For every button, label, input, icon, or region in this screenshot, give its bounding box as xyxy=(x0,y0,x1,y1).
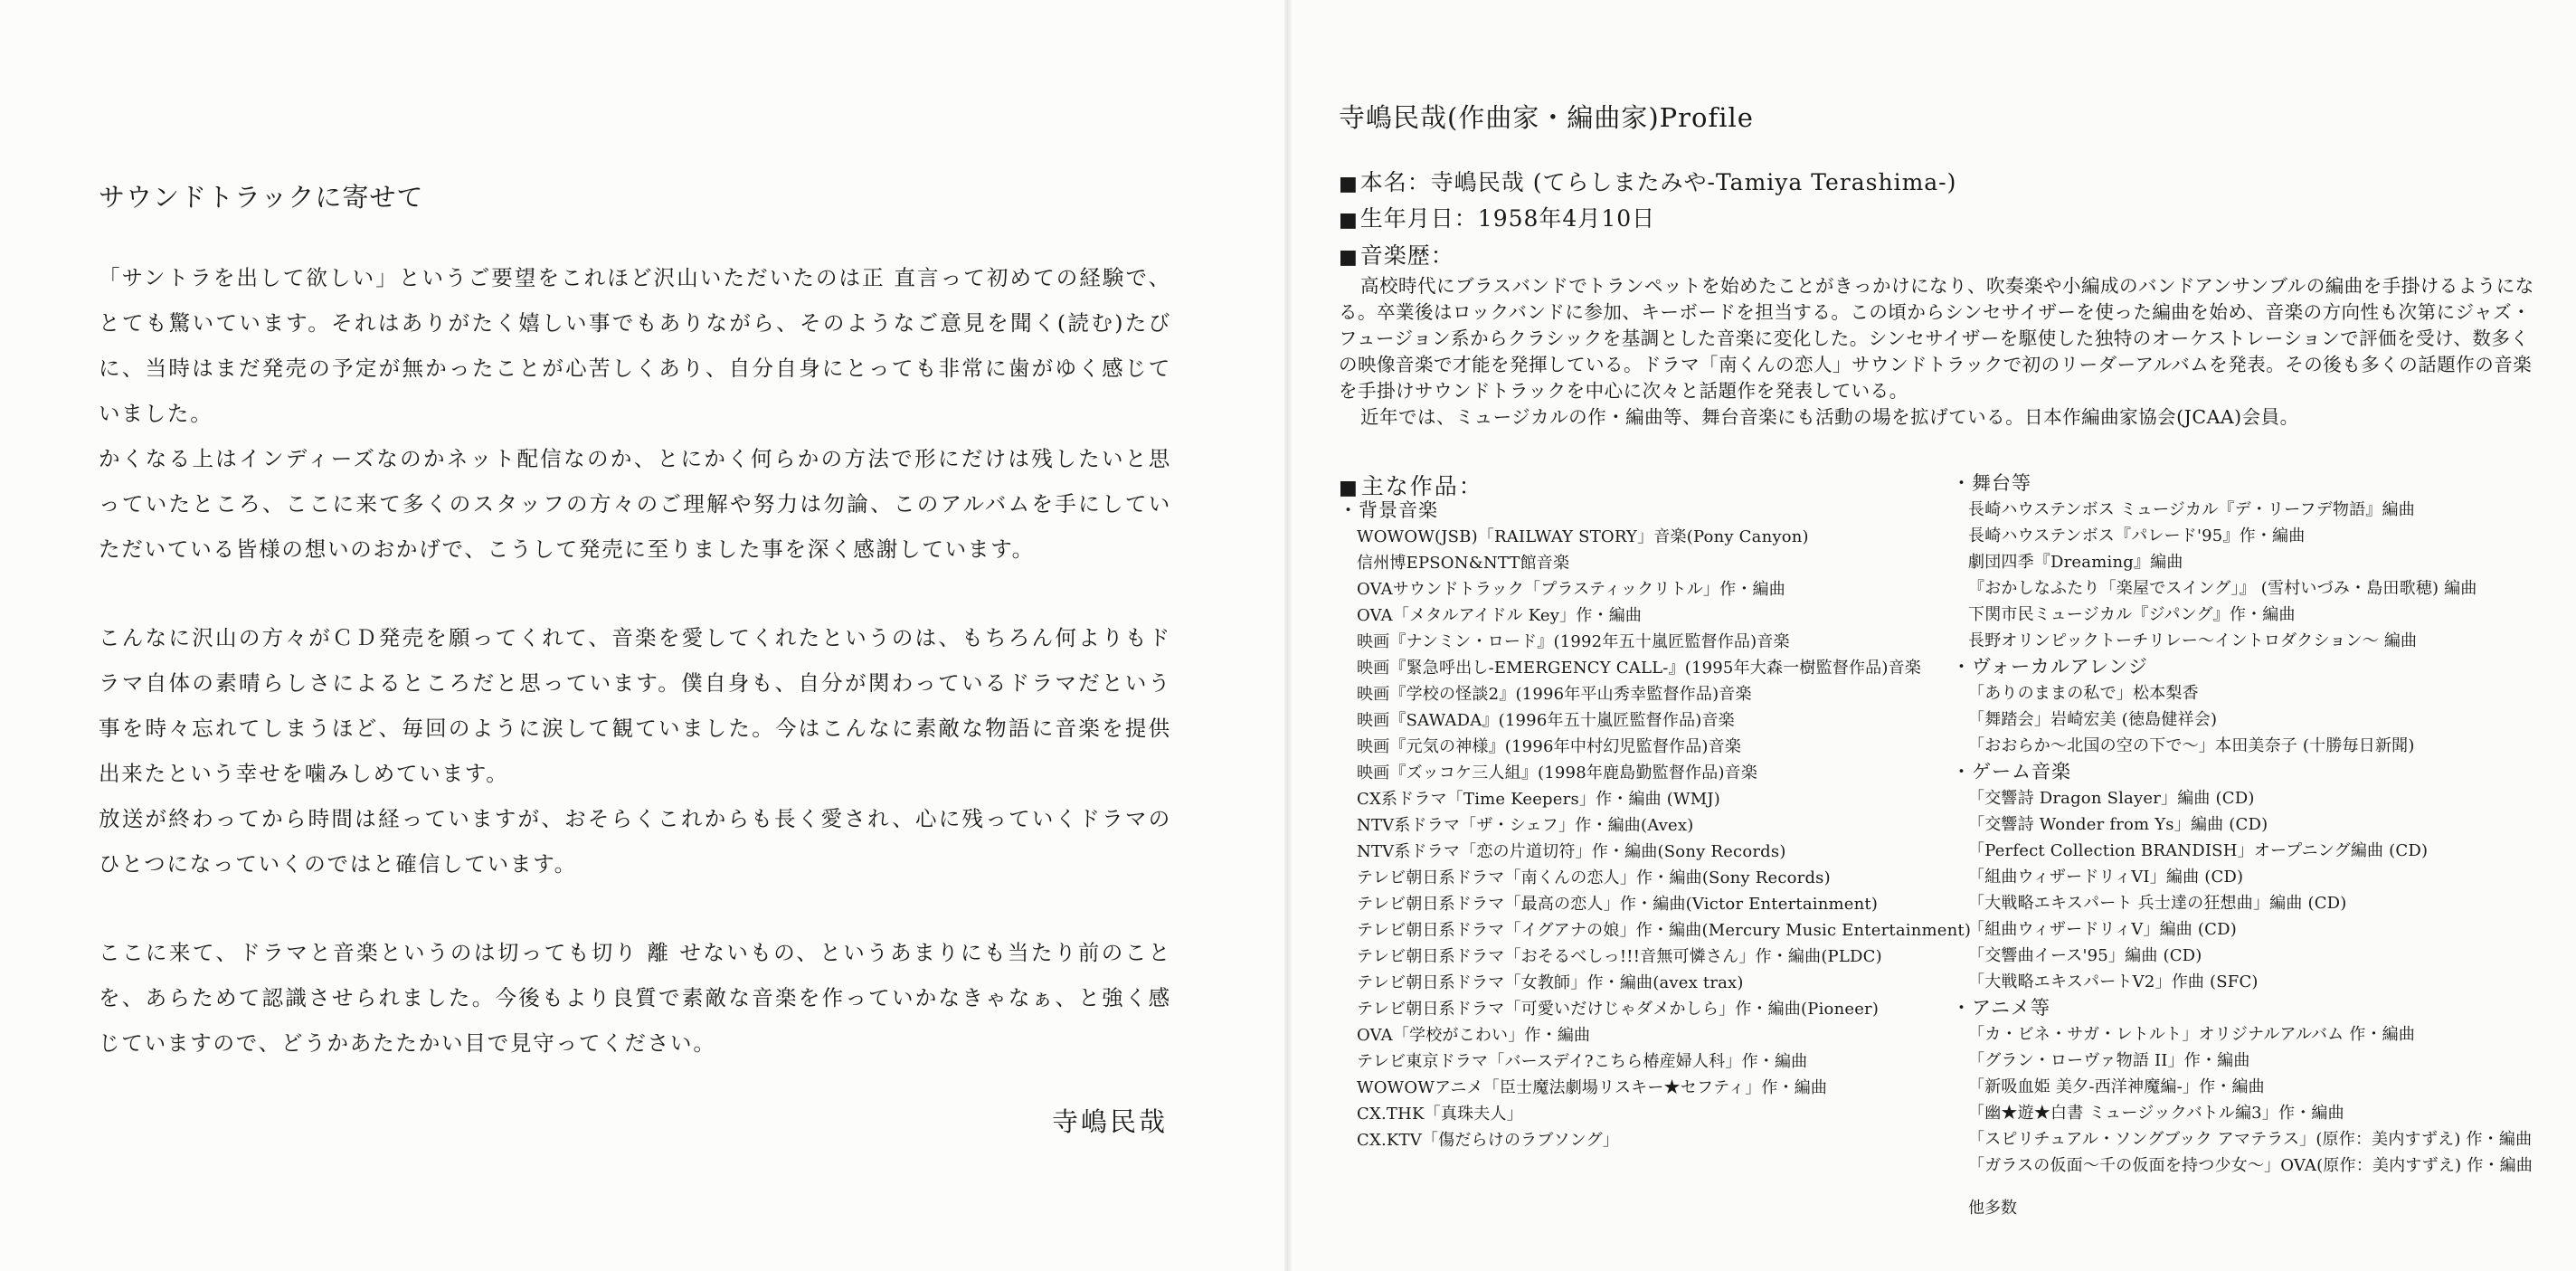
works-list-item: 「幽★遊★白書 ミュージックバトル編3」作・編曲 xyxy=(1968,1104,2344,1123)
career-text xyxy=(1339,273,2542,431)
works-list-item: 下関市民ミュージカル『ジパング』作・編曲 xyxy=(1968,605,2296,624)
works-etc: 他多数 xyxy=(1968,1199,2017,1218)
signature: 寺嶋民哉 xyxy=(1051,1106,1168,1137)
works-list-item: 『おかしなふたり「楽屋でスイング」』 (雪村いづみ・島田歌穂) 編曲 xyxy=(1968,579,2477,598)
works-list-item: 「大戦略エキスパート 兵士達の狂想曲」編曲 (CD) xyxy=(1968,894,2347,913)
birth-date: 生年月日：1958年4月10日 xyxy=(1359,205,1656,232)
career-paragraph-2: 近年では、ミュージカルの作・編曲等、舞台音楽にも活動の場を拡げている。日本作編曲家協会(JCAA)会員。 xyxy=(1360,406,2299,428)
works-heading xyxy=(1339,469,1483,501)
works-category: ・ゲーム音楽 xyxy=(1952,761,2071,783)
works-list-item: 「Perfect Collection BRANDISH」オープニング編曲 (CD) xyxy=(1968,841,2429,860)
works-list-item: 「グラン・ローヴァ物語 II」作・編曲 xyxy=(1968,1051,2250,1070)
square-bullet-icon: ■ xyxy=(1339,209,1359,232)
works-category: ・舞台等 xyxy=(1952,472,2031,494)
works-list-item: テレビ朝日系ドラマ「イグアナの娘」作・編曲(Mercury Music Entertainment) xyxy=(1357,921,1972,940)
essay-title: サウンドトラックに寄せて xyxy=(99,182,424,213)
works-list-item: 「おおらか～北国の空の下で～」本田美奈子 (十勝毎日新聞) xyxy=(1968,736,2415,755)
works-list-item: 「大戦略エキスパートV2」作曲 (SFC) xyxy=(1968,972,2259,991)
works-list-item: OVAサウンドトラック「プラスティックリトル」作・編曲 xyxy=(1357,580,1785,599)
works-list-item: 「スピリチュアル・ソングブック アマテラス」(原作：美内すずえ) 作・編曲 xyxy=(1968,1130,2533,1149)
works-list-item: CX.THK「真珠夫人」 xyxy=(1357,1105,1523,1124)
works-list-item: 「交響詩 Wonder from Ys」編曲 (CD) xyxy=(1968,815,2268,834)
career-heading xyxy=(1339,238,1454,270)
works-list-item: OVA「学校がこわい」作・編曲 xyxy=(1357,1026,1591,1045)
works-left-column xyxy=(1339,498,1972,1153)
works-list-item: 「ガラスの仮面～千の仮面を持つ少女～」OVA(原作：美内すずえ) 作・編曲 xyxy=(1968,1156,2533,1175)
essay-paragraph-3: こんなに沢山の方々がＣＤ発売を願ってくれて、音楽を愛してくれたというのは、もちろん何よりもドラマ自体の素晴らしさによるところだと思っています。僕自身も、自分が関わっているドラマだという事を時々忘れてしまうほど、毎回のように涙して観ていました。今はこんなに素敵な物語に音楽を提供出来たという幸せを噛みしめています。 xyxy=(99,625,1171,786)
real-name-line xyxy=(1339,165,1956,197)
profile-title: 寺嶋民哉(作曲家・編曲家)Profile xyxy=(1339,102,1754,133)
works-list-item: NTV系ドラマ「ザ・シェフ」作・編曲(Avex) xyxy=(1357,816,1694,835)
works-list-item: テレビ朝日系ドラマ「南くんの恋人」作・編曲(Sony Records) xyxy=(1357,868,1831,887)
works-list-item: CX.KTV「傷だらけのラブソング」 xyxy=(1357,1131,1619,1150)
works-list-item: CX系ドラマ「Time Keepers」作・編曲 (WMJ) xyxy=(1357,790,1720,809)
works-list-item: WOWOWアニメ「臣士魔法劇場リスキー★セフティ」作・編曲 xyxy=(1357,1078,1828,1097)
works-list-item: 「ありのままの私で」松本梨香 xyxy=(1968,684,2199,703)
square-bullet-icon: ■ xyxy=(1339,173,1359,195)
works-category: ・アニメ等 xyxy=(1952,997,2050,1019)
works-list-item: 映画『学校の怪談2』(1996年平山秀幸監督作品)音楽 xyxy=(1357,685,1752,704)
works-list-item: 映画『ズッコケ三人組』(1998年鹿島勤監督作品)音楽 xyxy=(1357,764,1758,783)
works-list-item: 「新吸血姫 美夕-西洋神魔編-」作・編曲 xyxy=(1968,1077,2265,1096)
works-category: ・背景音楽 xyxy=(1339,499,1438,521)
works-list-item: 「組曲ウィザードリィV」編曲 (CD) xyxy=(1968,920,2237,939)
square-bullet-icon: ■ xyxy=(1339,477,1359,499)
works-list-item: 映画『元気の神様』(1996年中村幻児監督作品)音楽 xyxy=(1357,737,1742,756)
square-bullet-icon: ■ xyxy=(1339,246,1359,269)
works-list-item: 映画『緊急呼出し-EMERGENCY CALL-』(1995年大森一樹監督作品)音楽 xyxy=(1357,659,1922,678)
career-paragraph-1: 高校時代にブラスバンドでトランペットを始めたことがきっかけになり、吹奏楽や小編成のバンドアンサンブルの編曲を手掛けるようになる。卒業後はロックバンドに参加、キーボードを担当する。この頃からシンセサイザーを使った編曲を始め、音楽の方向性も次第にジャズ・フュージョン系からクラシックを基調とした音楽に変化した。シンセサイザーを駆使した独特のオーケストレーションで評価を受け、数多くの映像音楽で才能を発揮している。ドラマ「南くんの恋人」サウンドトラックで初のリーダーアルバムを発表。その後も多くの話題作の音楽を手掛けサウンドトラックを中心に次々と話題作を発表している。 xyxy=(1339,275,2534,402)
works-list-item: 「交響詩 Dragon Slayer」編曲 (CD) xyxy=(1968,789,2255,808)
works-right-column xyxy=(1952,470,2558,1219)
works-list-item: 「カ・ビネ・サガ・レトルト」オリジナルアルバム 作・編曲 xyxy=(1968,1025,2416,1044)
works-list-item: 長崎ハウステンボス ミュージカル『デ・リーフデ物語』編曲 xyxy=(1968,500,2415,519)
birth-line xyxy=(1339,201,1655,233)
works-list-item: 長崎ハウステンボス『パレード'95』作・編曲 xyxy=(1968,526,2306,545)
works-list-item: テレビ朝日系ドラマ「おそるべしっ!!!音無可憐さん」作・編曲(PLDC) xyxy=(1357,947,1882,966)
works-list-item: テレビ朝日系ドラマ「女教師」作・編曲(avex trax) xyxy=(1357,973,1744,992)
works-list-item: テレビ朝日系ドラマ「可愛いだけじゃダメかしら」作・編曲(Pioneer) xyxy=(1357,1000,1880,1019)
real-name: 本名：寺嶋民哉 (てらしまたみや-Tamiya Terashima-) xyxy=(1359,169,1957,195)
essay-paragraph-4: 放送が終わってから時間は経っていますが、おそらくこれからも長く愛され、心に残っていくドラマのひとつになっていくのではと確信しています。 xyxy=(99,806,1171,877)
works-list-item: 劇団四季『Dreaming』編曲 xyxy=(1968,553,2183,572)
works-list-item: 映画『SAWADA』(1996年五十嵐匠監督作品)音楽 xyxy=(1357,711,1735,730)
works-label: 主な作品： xyxy=(1360,473,1483,499)
works-list-item: 「組曲ウィザードリィVI」編曲 (CD) xyxy=(1968,868,2244,887)
essay-paragraph-5: ここに来て、ドラマと音楽というのは切っても切り 離 せないもの、というあまりにも当たり前のことを、あらためて認識させられました。今後もより良質で素敵な音楽を作っていかなきゃなぁ、と強く感じていますので、どうかあたたかい目で見守ってください。 xyxy=(99,940,1171,1056)
career-label: 音楽歴： xyxy=(1359,242,1454,269)
works-category: ・ヴォーカルアレンジ xyxy=(1952,656,2148,678)
works-list-item: NTV系ドラマ「恋の片道切符」作・編曲(Sony Records) xyxy=(1357,842,1786,861)
works-list-item: WOWOW(JSB)「RAILWAY STORY」音楽(Pony Canyon) xyxy=(1357,527,1809,546)
essay-paragraph-1: 「サントラを出して欲しい」というご要望をこれほど沢山いただいたのは正 直言って初めての経験で、とても驚いています。それはありがたく嬉しい事でもありながら、そのようなご意見を聞く(読む)たびに、当時はまだ発売の予定が無かったことが心苦しくあり、自分自身にとっても非常に歯がゆく感じていました。 xyxy=(99,265,1171,426)
essay-paragraph-2: かくなる上はインディーズなのかネット配信なのか、とにかく何らかの方法で形にだけは残したいと思っていたところ、ここに来て多くのスタッフの方々のご理解や努力は勿論、このアルバムを手にしていただいている皆様の想いのおかげで、こうして発売に至りました事を深く感謝しています。 xyxy=(99,446,1171,562)
works-list-item: テレビ朝日系ドラマ「最高の恋人」作・編曲(Victor Entertainment) xyxy=(1357,895,1879,914)
works-list-item: テレビ東京ドラマ「バースデイ?こちら椿産婦人科」作・編曲 xyxy=(1357,1052,1808,1071)
works-list-item: OVA「メタルアイドル Key」作・編曲 xyxy=(1357,606,1643,625)
works-list-item: 信州博EPSON&NTT館音楽 xyxy=(1357,554,1570,573)
works-list-item: 映画『ナンミン・ロード』(1992年五十嵐匠監督作品)音楽 xyxy=(1357,632,1790,651)
works-list-item: 「舞踏会」岩崎宏美 (徳島健祥会) xyxy=(1968,710,2218,729)
works-list-item: 「交響曲イース'95」編曲 (CD) xyxy=(1968,946,2202,965)
works-list-item: 長野オリンピックトーチリレー～イントロダクション～ 編曲 xyxy=(1968,631,2418,650)
